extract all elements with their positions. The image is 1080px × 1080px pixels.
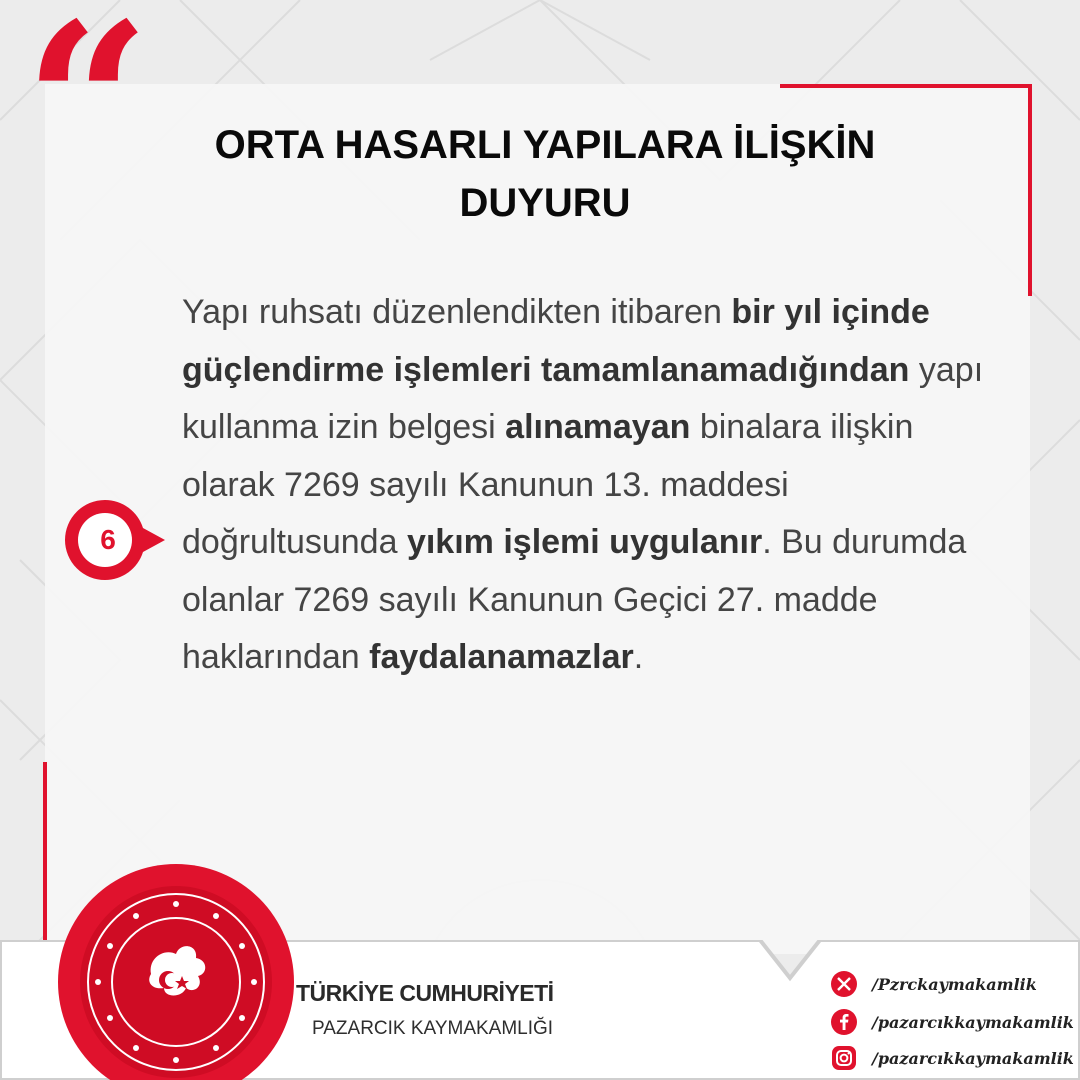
frame-accent-top [780, 84, 1032, 88]
social-x-handle[interactable]: /Pzrckaymakamlik [872, 974, 1037, 994]
body-segment: . Bu durumda olanlar 7269 sayılı Kanunun Geçici 27. madde haklarından [182, 523, 967, 676]
announcement-body [182, 284, 992, 687]
ministry-seal-logo [56, 862, 296, 1080]
body-emphasis: alınamayan [505, 408, 691, 446]
body-segment: . [633, 638, 644, 676]
instagram-icon [830, 1044, 858, 1072]
body-segment: binalara ilişkin olarak 7269 sayılı Kanunun 13. maddesi doğrultusunda [182, 408, 914, 561]
body-segment: yapı kullanma izin belgesi [182, 350, 984, 446]
quote-mark-icon: “ [24, 0, 151, 233]
social-instagram-handle[interactable]: /pazarcıkkaymakamlik [872, 1048, 1074, 1068]
facebook-icon [830, 1008, 858, 1036]
item-number: 6 [100, 524, 116, 555]
body-emphasis: yıkım işlemi uygulanır [406, 523, 763, 561]
title-line-2: DUYURU [459, 181, 631, 225]
social-instagram[interactable] [830, 1043, 1074, 1073]
body-emphasis: bir yıl içinde güçlendirme işlemleri tamamlanamadığından [182, 293, 930, 389]
org-name: TÜRKİYE CUMHURİYETİ [296, 980, 554, 1006]
frame-accent-left [43, 762, 47, 952]
title-line-1: ORTA HASARLI YAPILARA İLİŞKİN [214, 123, 876, 167]
body-segment: Yapı ruhsatı düzenlendikten itibaren [182, 293, 732, 331]
frame-accent-right [1028, 84, 1032, 296]
social-facebook[interactable] [830, 1007, 1074, 1037]
body-emphasis: faydalanamazlar [369, 638, 634, 676]
announcement-title [110, 116, 980, 232]
social-facebook-handle[interactable]: /pazarcıkkaymakamlik [872, 1012, 1074, 1032]
x-icon [830, 970, 858, 998]
org-unit: PAZARCIK KAYMAKAMLIĞI [312, 1018, 554, 1039]
social-x[interactable] [830, 969, 1037, 999]
